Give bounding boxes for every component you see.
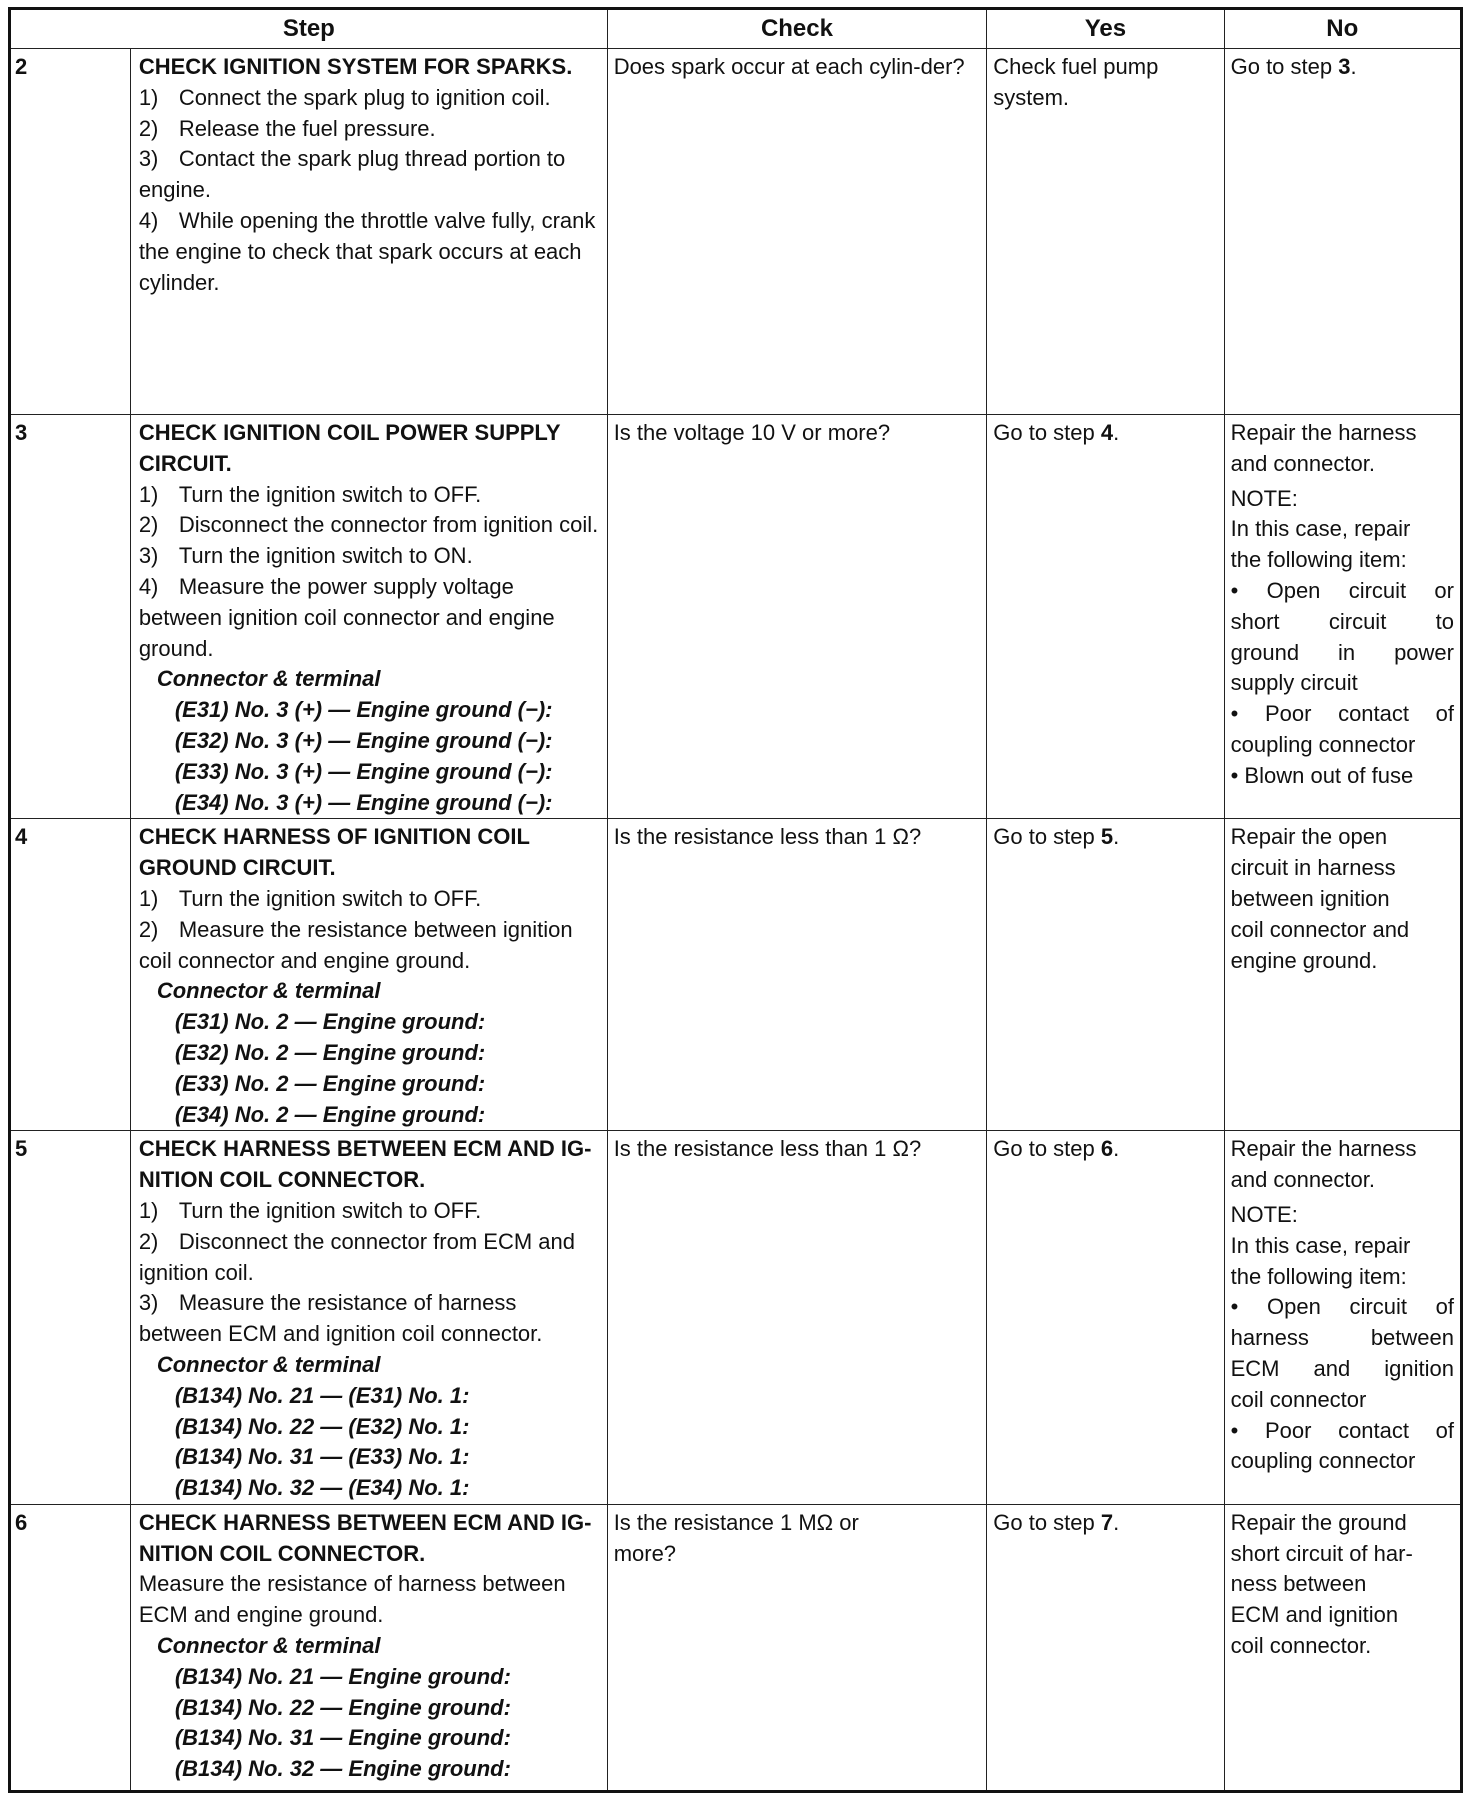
sub-step: 2) Release the fuel pressure.	[138, 115, 436, 141]
yes-cell: Go to step 4.	[987, 415, 1224, 819]
step-title: CHECK IGNITION COIL POWER SUPPLY CIRCUIT.	[138, 420, 561, 476]
terminal-line: (B134) No. 31 — (E33) No. 1:	[174, 1444, 470, 1470]
sub-step: 3) Measure the resistance of harness between ECM and ignition coil connector.	[138, 1290, 543, 1347]
check-cell: Is the resistance 1 MΩ or more?	[607, 1504, 987, 1791]
bullet-line: ground in power	[1230, 639, 1454, 665]
step-number: 5	[10, 1131, 131, 1505]
check-cell: Is the voltage 10 V or more?	[607, 415, 987, 819]
sub-step: 4) Measure the power supply voltage between ignition coil connector and engine ground.	[138, 573, 555, 661]
bullet-line: short circuit to	[1230, 608, 1454, 634]
terminal-line: (E31) No. 2 — Engine ground:	[174, 1009, 486, 1035]
bullet-line: supply circuit	[1230, 670, 1358, 696]
step-cell	[130, 49, 607, 415]
step-intro: Measure the resistance of harness between ECM and engine ground.	[138, 1571, 566, 1628]
table-row	[10, 1504, 1462, 1791]
step-title: CHECK HARNESS OF IGNITION COIL GROUND CIRCUIT.	[138, 824, 530, 881]
terminal-line: (B134) No. 22 — Engine ground:	[174, 1694, 511, 1720]
diagnostic-table	[8, 7, 1463, 1793]
sub-step: 1) Connect the spark plug to ignition coil.	[138, 84, 551, 110]
connector-terminal-label: Connector & terminal	[156, 1351, 381, 1377]
sub-step: 1) Turn the ignition switch to OFF.	[138, 885, 482, 911]
sub-step: 2) Measure the resistance between ignition coil connector and engine ground.	[138, 916, 573, 973]
sub-step: 2) Disconnect the connector from ECM and ignition coil.	[138, 1228, 575, 1285]
sub-step: 3) Turn the ignition switch to ON.	[138, 543, 473, 569]
header-yes: Yes	[987, 9, 1224, 49]
bullet-line: • Poor contact of	[1230, 1417, 1454, 1443]
step-title: CHECK IGNITION SYSTEM FOR SPARKS.	[138, 54, 573, 79]
step-cell	[130, 1131, 607, 1505]
terminal-line: (B134) No. 21 — Engine ground:	[174, 1663, 511, 1689]
step-number: 6	[10, 1504, 131, 1791]
sub-step: 1) Turn the ignition switch to OFF.	[138, 481, 482, 507]
step-number: 4	[10, 819, 131, 1131]
note-label: NOTE:	[1230, 485, 1298, 511]
no-cell: Repair the ground short circuit of har- ness between ECM and ignition coil connector.	[1224, 1504, 1461, 1791]
step-cell	[130, 1504, 607, 1791]
sub-step: 3) Contact the spark plug thread portion to engine.	[138, 146, 566, 203]
header-no: No	[1224, 9, 1461, 49]
bullet-line: coupling connector	[1230, 731, 1416, 757]
table-row	[10, 1131, 1462, 1505]
bullet-line: harness between	[1230, 1325, 1454, 1351]
check-cell: Does spark occur at each cylin-der?	[607, 49, 987, 415]
step-number: 3	[10, 415, 131, 819]
bullet-line: ECM and ignition	[1230, 1355, 1454, 1381]
terminal-line: (B134) No. 32 — (E34) No. 1:	[174, 1475, 470, 1501]
terminal-line: (B134) No. 32 — Engine ground:	[174, 1756, 511, 1782]
step-cell	[130, 819, 607, 1131]
table-row	[10, 415, 1462, 819]
sub-step: 1) Turn the ignition switch to OFF.	[138, 1197, 482, 1223]
terminal-line: (B134) No. 21 — (E31) No. 1:	[174, 1382, 470, 1408]
step-title: CHECK HARNESS BETWEEN ECM AND IG- NITION COIL CONNECTOR.	[138, 1136, 592, 1193]
sub-step: 2) Disconnect the connector from ignition coil.	[138, 512, 599, 538]
no-cell: Repair the harness and connector. NOTE: In this case, repair the following item: • Open circuit of harness between ECM and ignition coil connector • Poor contact of coupling connector	[1224, 1131, 1461, 1505]
check-cell: Is the resistance less than 1 Ω?	[607, 1131, 987, 1505]
terminal-line: (E32) No. 2 — Engine ground:	[174, 1039, 486, 1065]
header-step: Step	[10, 9, 608, 49]
no-cell: Repair the harness and connector. NOTE: In this case, repair the following item: • Open circuit or short circuit to ground in power supply circuit • Poor contact of coupling connector • Blown out of fuse	[1224, 415, 1461, 819]
step-title: CHECK HARNESS BETWEEN ECM AND IG- NITION COIL CONNECTOR.	[138, 1509, 592, 1566]
yes-cell: Go to step 6.	[987, 1131, 1224, 1505]
note-label: NOTE:	[1230, 1201, 1298, 1227]
header-row	[10, 9, 1462, 49]
table-row	[10, 49, 1462, 415]
bullet-line: coupling connector	[1230, 1448, 1416, 1474]
check-cell: Is the resistance less than 1 Ω?	[607, 819, 987, 1131]
bullet-line: coil connector	[1230, 1386, 1367, 1412]
no-cell: Repair the open circuit in harness between ignition coil connector and engine ground.	[1224, 819, 1461, 1131]
bullet-line: • Open circuit or	[1230, 577, 1454, 603]
header-check: Check	[607, 9, 987, 49]
yes-cell: Check fuel pump system.	[987, 49, 1224, 415]
bullet-line: • Poor contact of	[1230, 701, 1454, 727]
terminal-line: (B134) No. 31 — Engine ground:	[174, 1725, 511, 1751]
sub-step: 4) While opening the throttle valve fully, crank the engine to check that spark occurs at each cylinder.	[138, 207, 596, 295]
terminal-line: (E32) No. 3 (+) — Engine ground (−):	[174, 727, 553, 753]
connector-terminal-label: Connector & terminal	[156, 1633, 381, 1659]
terminal-line: (E33) No. 3 (+) — Engine ground (−):	[174, 758, 553, 784]
terminal-line: (E33) No. 2 — Engine ground:	[174, 1070, 486, 1096]
connector-terminal-label: Connector & terminal	[156, 978, 381, 1004]
step-number: 2	[10, 49, 131, 415]
yes-cell: Go to step 5.	[987, 819, 1224, 1131]
terminal-line: (E34) No. 2 — Engine ground:	[174, 1101, 486, 1127]
terminal-line: (E31) No. 3 (+) — Engine ground (−):	[174, 697, 553, 723]
step-cell	[130, 415, 607, 819]
yes-cell: Go to step 7.	[987, 1504, 1224, 1791]
connector-terminal-label: Connector & terminal	[156, 666, 381, 692]
no-cell: Go to step 3.	[1224, 49, 1461, 415]
terminal-line: (B134) No. 22 — (E32) No. 1:	[174, 1413, 470, 1439]
terminal-line: (E34) No. 3 (+) — Engine ground (−):	[174, 789, 553, 815]
bullet-line: • Open circuit of	[1230, 1294, 1454, 1320]
table-row	[10, 819, 1462, 1131]
bullet-line: • Blown out of fuse	[1230, 762, 1414, 788]
